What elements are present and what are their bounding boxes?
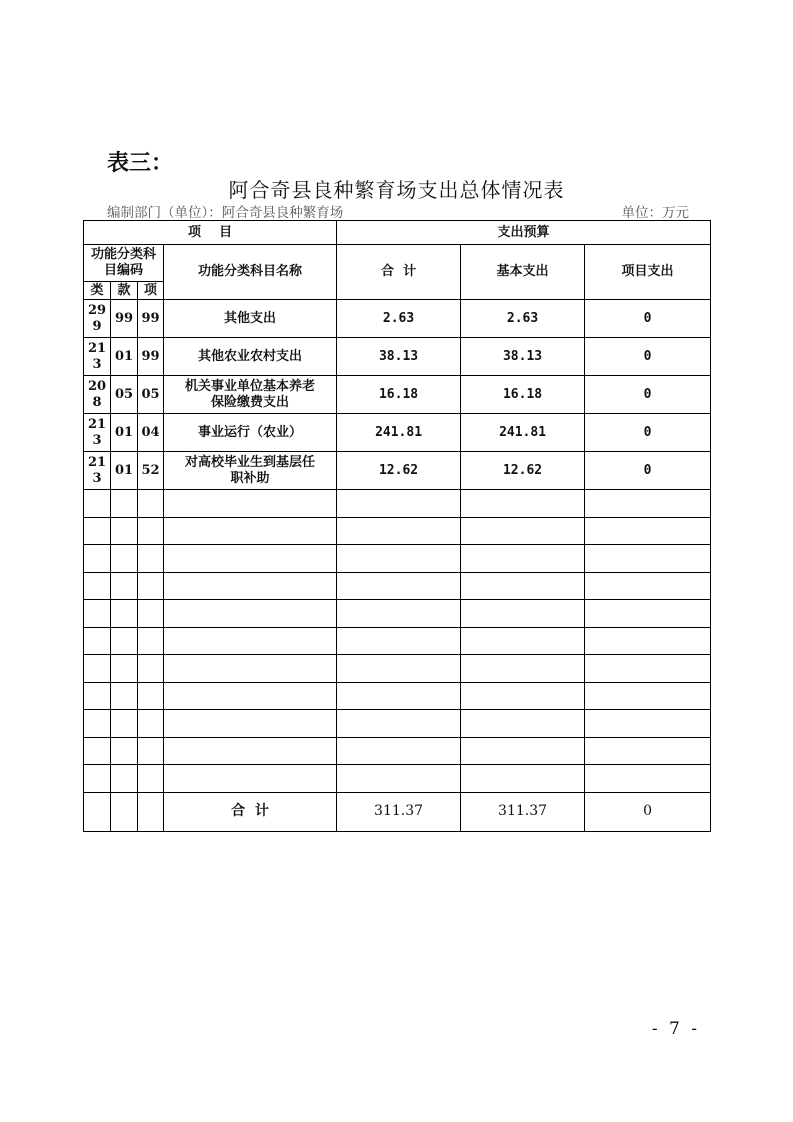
empty-cell [585,710,711,738]
empty-cell [164,490,337,518]
empty-cell [138,600,164,628]
table-row [84,414,711,452]
blank-row [84,765,711,793]
header-project-expense: 项目支出 [585,245,711,300]
empty-cell [585,737,711,765]
empty-cell [111,710,138,738]
category-code: 21 3 [84,452,111,490]
empty-cell [138,545,164,573]
total-value: 2.63 [337,300,461,338]
empty-cell [111,572,138,600]
empty-cell [585,682,711,710]
empty-cell [585,765,711,793]
empty-cell [111,737,138,765]
header-total: 合 计 [337,245,461,300]
table-row [84,452,711,490]
empty-cell [111,682,138,710]
empty-cell [164,600,337,628]
basic-expense-value: 38.13 [461,338,585,376]
blank-row [84,627,711,655]
header-category: 类 [84,282,111,300]
grand-project-expense-value: 0 [585,792,711,831]
empty-cell [111,765,138,793]
empty-cell [138,792,164,831]
empty-cell [461,710,585,738]
empty-cell [461,655,585,683]
page-title: 阿合奇县良种繁育场支出总体情况表 [228,178,565,202]
empty-cell [461,490,585,518]
empty-cell [164,682,337,710]
empty-cell [138,572,164,600]
grand-total-value: 311.37 [337,792,461,831]
empty-cell [84,655,111,683]
empty-cell [461,765,585,793]
section-code: 01 [111,452,138,490]
empty-cell [461,600,585,628]
empty-cell [337,572,461,600]
empty-cell [84,517,111,545]
blank-row [84,655,711,683]
empty-cell [138,490,164,518]
empty-cell [84,572,111,600]
project-expense-value: 0 [585,338,711,376]
blank-row [84,572,711,600]
empty-cell [84,710,111,738]
empty-cell [84,792,111,831]
header-item-code: 项 [138,282,164,300]
empty-cell [461,737,585,765]
empty-cell [138,682,164,710]
table-label: 表三： [107,150,174,176]
subject-name: 机关事业单位基本养老 保险缴费支出 [164,376,337,414]
section-code: 01 [111,414,138,452]
empty-cell [111,627,138,655]
basic-expense-value: 241.81 [461,414,585,452]
empty-cell [337,710,461,738]
empty-cell [164,572,337,600]
org-unit-label: 编制部门（单位）：阿合奇县良种繁育场 [107,205,344,221]
project-expense-value: 0 [585,452,711,490]
total-value: 16.18 [337,376,461,414]
empty-cell [461,627,585,655]
page-number: - 7 - [651,1019,700,1039]
basic-expense-value: 16.18 [461,376,585,414]
empty-cell [461,682,585,710]
empty-cell [84,600,111,628]
header-subject-name: 功能分类科目名称 [164,245,337,300]
table-row [84,300,711,338]
header-basic-expense: 基本支出 [461,245,585,300]
empty-cell [84,765,111,793]
empty-cell [337,600,461,628]
category-code: 21 3 [84,414,111,452]
header-budget: 支出预算 [337,221,711,245]
empty-cell [138,655,164,683]
empty-cell [585,655,711,683]
empty-cell [164,545,337,573]
empty-cell [337,627,461,655]
empty-cell [111,490,138,518]
empty-cell [111,600,138,628]
blank-row [84,545,711,573]
section-code: 99 [111,300,138,338]
item-code: 05 [138,376,164,414]
empty-cell [138,737,164,765]
header-section: 款 [111,282,138,300]
empty-cell [111,517,138,545]
empty-cell [164,710,337,738]
empty-cell [585,627,711,655]
empty-cell [84,682,111,710]
subject-name: 对高校毕业生到基层任 职补助 [164,452,337,490]
empty-cell [337,765,461,793]
item-code: 52 [138,452,164,490]
total-value: 12.62 [337,452,461,490]
blank-row [84,490,711,518]
empty-cell [337,545,461,573]
empty-cell [84,627,111,655]
empty-cell [164,517,337,545]
section-code: 05 [111,376,138,414]
empty-cell [138,765,164,793]
subject-name: 其他支出 [164,300,337,338]
subject-name: 其他农业农村支出 [164,338,337,376]
empty-cell [585,517,711,545]
empty-cell [84,737,111,765]
empty-cell [84,490,111,518]
empty-cell [585,490,711,518]
empty-cell [111,545,138,573]
project-expense-value: 0 [585,376,711,414]
empty-cell [138,710,164,738]
total-row [84,792,711,831]
empty-cell [337,737,461,765]
basic-expense-value: 2.63 [461,300,585,338]
project-expense-value: 0 [585,300,711,338]
category-code: 20 8 [84,376,111,414]
blank-row [84,600,711,628]
empty-cell [337,517,461,545]
item-code: 99 [138,300,164,338]
empty-cell [461,545,585,573]
expenditure-table [83,220,711,832]
empty-cell [585,572,711,600]
item-code: 99 [138,338,164,376]
item-code: 04 [138,414,164,452]
basic-expense-value: 12.62 [461,452,585,490]
empty-cell [111,655,138,683]
header-code-group: 功能分类科目编码 [84,245,164,282]
empty-cell [337,490,461,518]
empty-cell [585,600,711,628]
empty-cell [164,737,337,765]
empty-cell [138,517,164,545]
blank-row [84,710,711,738]
blank-row [84,682,711,710]
currency-unit-label: 单位：万元 [621,205,689,221]
project-expense-value: 0 [585,414,711,452]
empty-cell [164,765,337,793]
header-item: 项 目 [84,221,337,245]
blank-row [84,737,711,765]
table-row [84,376,711,414]
category-code: 29 9 [84,300,111,338]
empty-cell [164,627,337,655]
category-code: 21 3 [84,338,111,376]
total-value: 38.13 [337,338,461,376]
empty-cell [111,792,138,831]
empty-cell [461,572,585,600]
total-value: 241.81 [337,414,461,452]
empty-cell [164,655,337,683]
blank-row [84,517,711,545]
empty-cell [461,517,585,545]
total-label: 合 计 [164,792,337,831]
empty-cell [337,655,461,683]
subject-name: 事业运行（农业） [164,414,337,452]
table-row [84,338,711,376]
empty-cell [84,545,111,573]
empty-cell [337,682,461,710]
empty-cell [585,545,711,573]
section-code: 01 [111,338,138,376]
empty-cell [138,627,164,655]
grand-basic-expense-value: 311.37 [461,792,585,831]
